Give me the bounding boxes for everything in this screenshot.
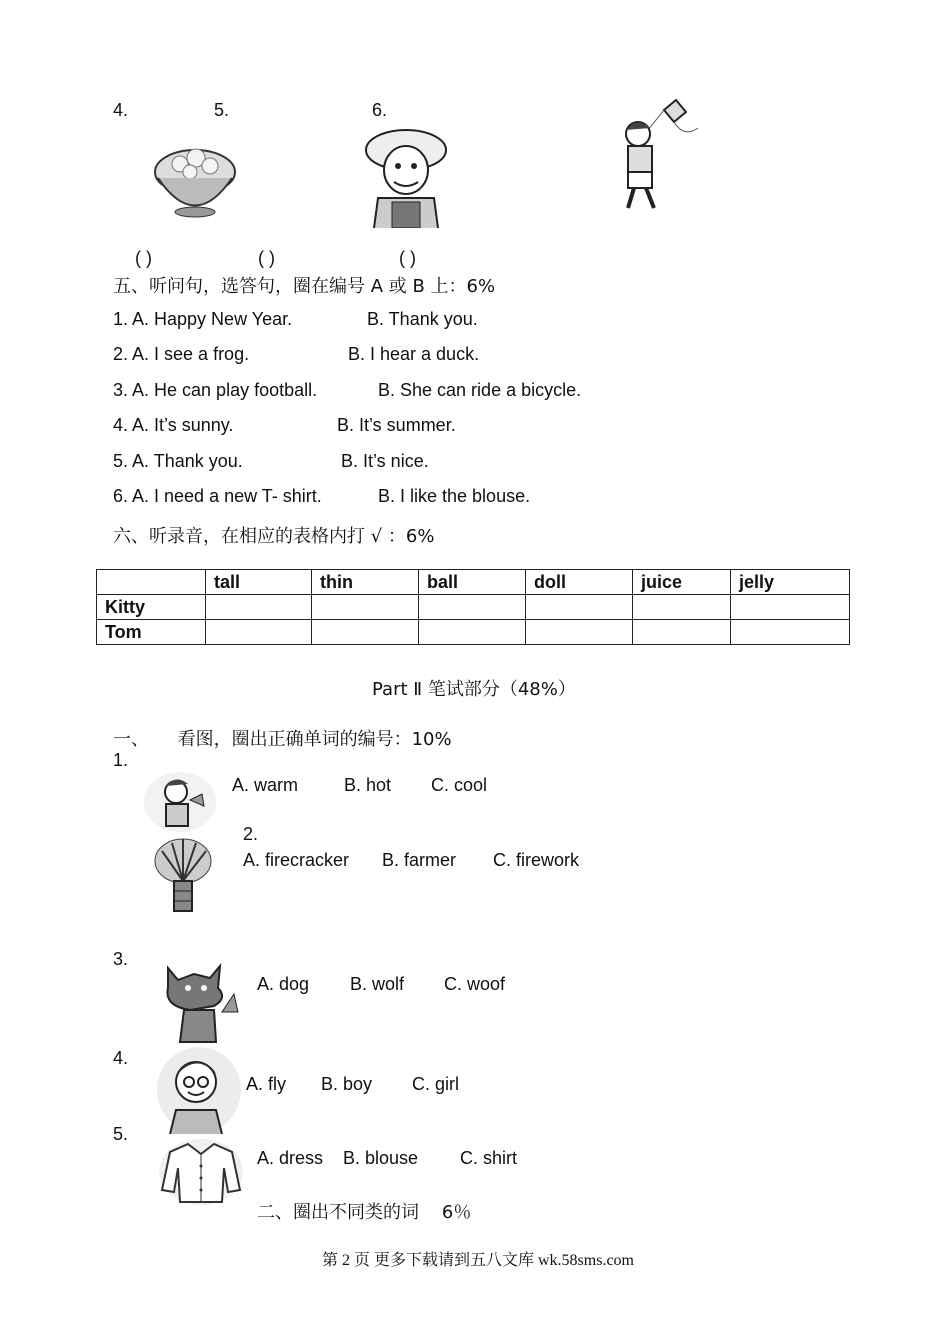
listening-table — [96, 569, 850, 645]
q4-number: 4. — [113, 1048, 129, 1068]
question-number-5: 5. — [214, 100, 230, 120]
s5-item3-option-b[interactable]: B. She can ride a bicycle. — [378, 380, 582, 400]
table-cell[interactable] — [206, 620, 312, 645]
q3-option-a[interactable]: A. dog — [257, 974, 310, 994]
q3-number: 3. — [113, 949, 129, 969]
q4-option-c[interactable]: C. girl — [412, 1074, 460, 1094]
s5-item1-option-b[interactable]: B. Thank you. — [367, 309, 478, 329]
table-cell[interactable] — [731, 620, 850, 645]
q2-option-c[interactable]: C. firework — [493, 850, 580, 870]
table-row — [97, 620, 850, 645]
table-cell[interactable] — [206, 595, 312, 620]
part2-section2-title: 二、圈出不同类的词 6％ — [257, 1202, 472, 1223]
s5-item3-option-a[interactable]: 3. A. He can play football. — [113, 380, 318, 400]
part2-section1-title: 一、 看图，圈出正确单词的编号：10% — [113, 729, 452, 750]
boy-kite-icon — [614, 98, 704, 216]
q5-option-b[interactable]: B. blouse — [343, 1148, 419, 1168]
boy-portrait-icon — [156, 1046, 242, 1134]
q2-option-b[interactable]: B. farmer — [382, 850, 457, 870]
q5-number: 5. — [113, 1124, 129, 1144]
hot-boy-icon — [142, 770, 218, 834]
table-header-cell — [97, 570, 206, 595]
q1-option-c[interactable]: C. cool — [431, 775, 488, 795]
q4-option-a[interactable]: A. fly — [246, 1074, 287, 1094]
farmer-icon — [360, 124, 452, 228]
table-cell[interactable] — [633, 595, 731, 620]
table-header-cell: doll — [526, 570, 633, 595]
question-number-6: 6. — [372, 100, 388, 120]
q1-option-b[interactable]: B. hot — [344, 775, 392, 795]
blouse-icon — [158, 1138, 244, 1206]
q5-option-a[interactable]: A. dress — [257, 1148, 324, 1168]
s5-item6-option-a[interactable]: 6. A. I need a new T- shirt. — [113, 486, 322, 506]
wolf-icon — [154, 958, 244, 1044]
answer-blank-6[interactable]: ( ) — [399, 248, 416, 268]
table-row-label: Tom — [97, 620, 206, 645]
s5-item5-option-b[interactable]: B. It’s nice. — [341, 451, 429, 471]
q3-option-b[interactable]: B. wolf — [350, 974, 405, 994]
table-header-cell: thin — [312, 570, 419, 595]
table-cell[interactable] — [312, 595, 419, 620]
q4-option-b[interactable]: B. boy — [321, 1074, 373, 1094]
rice-bowl-icon — [150, 138, 240, 222]
question-number-4: 4. — [113, 100, 129, 120]
q1-number: 1. — [113, 750, 129, 770]
firework-icon — [152, 835, 214, 913]
s5-item5-option-a[interactable]: 5. A. Thank you. — [113, 451, 243, 471]
table-cell[interactable] — [419, 620, 526, 645]
s5-item2-option-b[interactable]: B. I hear a duck. — [348, 344, 480, 364]
page-footer: 第 2 页 更多下载请到五八文库 wk.58sms.com — [322, 1252, 635, 1269]
table-cell[interactable] — [731, 595, 850, 620]
table-cell[interactable] — [633, 620, 731, 645]
s5-item1-option-a[interactable]: 1. A. Happy New Year. — [113, 309, 293, 329]
answer-blank-5[interactable]: ( ) — [258, 248, 275, 268]
section6-title: 六、听录音，在相应的表格内打 √ ：6% — [113, 526, 435, 547]
table-header-row — [97, 570, 850, 595]
part2-title: Part Ⅱ 笔试部分（48%） — [372, 679, 576, 700]
q5-option-c[interactable]: C. shirt — [460, 1148, 518, 1168]
q1-option-a[interactable]: A. warm — [232, 775, 299, 795]
table-cell[interactable] — [312, 620, 419, 645]
table-cell[interactable] — [419, 595, 526, 620]
table-cell[interactable] — [526, 620, 633, 645]
q2-number: 2. — [243, 824, 259, 844]
q2-option-a[interactable]: A. firecracker — [243, 850, 350, 870]
table-header-cell: jelly — [731, 570, 850, 595]
table-cell[interactable] — [526, 595, 633, 620]
section5-title: 五、听问句，选答句，圈在编号 A 或 B 上：6% — [113, 276, 496, 297]
s5-item4-option-b[interactable]: B. It’s summer. — [337, 415, 456, 435]
s5-item4-option-a[interactable]: 4. A. It’s sunny. — [113, 415, 234, 435]
s5-item2-option-a[interactable]: 2. A. I see a frog. — [113, 344, 250, 364]
table-header-cell: tall — [206, 570, 312, 595]
q3-option-c[interactable]: C. woof — [444, 974, 506, 994]
table-header-cell: juice — [633, 570, 731, 595]
s5-item6-option-b[interactable]: B. I like the blouse. — [378, 486, 531, 506]
table-row — [97, 595, 850, 620]
answer-blank-4[interactable]: ( ) — [135, 248, 152, 268]
table-row-label: Kitty — [97, 595, 206, 620]
table-header-cell: ball — [419, 570, 526, 595]
